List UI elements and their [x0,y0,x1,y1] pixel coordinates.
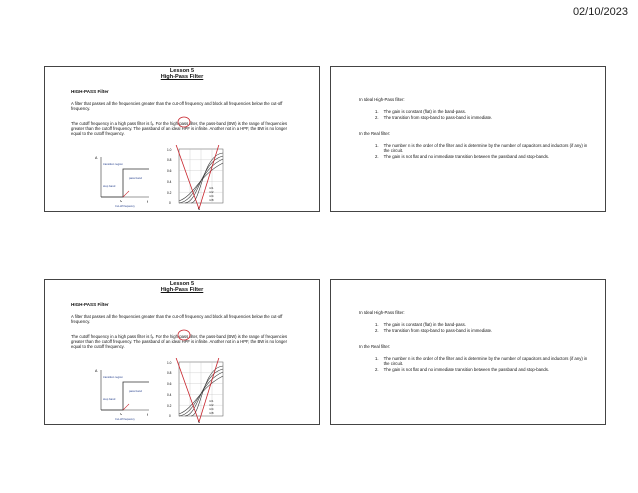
ideal-heading: In Ideal High-Pass filter: [359,310,405,315]
stop-band-label: stop band [103,184,116,188]
tick-5: 0.2 [167,191,172,195]
tick-3: 0.6 [167,382,172,386]
pass-band-label: pass band [129,176,142,180]
tick-3: 0.6 [167,169,172,173]
fc-graph-label: fₑ [198,420,201,424]
title-line-2: High-Pass Filter [160,287,204,294]
definition-paragraph: A filter that passes all the frequencies greater than the cut-off frequency and block all frequencies below the cut-off frequency. [71,101,283,112]
curve-label-4: n=8 [209,199,214,202]
fc-label: fₑ [120,199,122,203]
list-item: 2. The transition from stop-band to pass-band is immediate. [375,327,493,333]
list-item: 1. The number n is the order of the filter and is determine by the number of capacitors and inductors (if any) in the circuit. [375,356,588,367]
fc-label: fₑ [120,412,122,416]
curve-label-3: n=4 [209,408,214,411]
cutoff-label: Cut-off frequency [115,205,135,208]
red-annotation-circle [45,280,320,425]
tick-2: 0.8 [167,158,172,162]
slide-lesson-1 [44,66,320,212]
cutoff-paragraph: The cutoff frequency in a high pass filter is fₑ. For the high-pass filter, the pass-band (BW) is the range of frequencies greater than the cutoff frequency. The passband of an ideal HPF is infinite. Another not in a HPF, the BW is no longer equal to the cutoff frequency. [71,121,288,137]
fc-graph-label: fₑ [198,207,201,211]
list-item: 2. The gain is not flat and no immediate transition between the passband and stop-bands. [375,367,550,373]
axis-f-label: f [147,200,148,204]
real-heading: In the Real filter: [359,131,391,136]
curve-label-1: n=1 [209,400,214,403]
tick-2: 0.8 [167,371,172,375]
stop-band-label: stop band [103,397,116,401]
slide-notes-1 [330,66,606,212]
list-item: 1. The number n is the order of the filter and is determine by the number of capacitors and inductors (if any) in the circuit. [375,143,588,154]
ideal-list [375,109,595,121]
red-annotation-circle [45,67,320,212]
title-line-2: High-Pass Filter [160,74,204,81]
list-item: 1. The gain is constant (flat) in the band-pass. [375,109,466,114]
list-item: 2. The transition from stop-band to pass-band is immediate. [375,114,493,120]
list-item: 1. The gain is constant (flat) in the band-pass. [375,322,466,327]
list-item: 2. The gain is not flat and no immediate transition between the passband and stop-bands. [375,154,550,160]
ideal-list [375,322,595,334]
curve-label-2: n=2 [209,191,214,194]
tick-6: 0 [169,414,171,418]
curve-label-3: n=4 [209,195,214,198]
real-list [375,356,593,373]
cutoff-label: Cut-off frequency [115,418,135,421]
page-date: 02/10/2023 [572,6,628,18]
section-heading: HIGH-PASS Filter [71,89,109,94]
tick-4: 0.4 [167,393,172,397]
pass-band-label: pass band [129,389,142,393]
slide-notes-2 [330,279,606,425]
axis-a-label: A [95,156,98,160]
title-line-1: Lesson 5 [169,68,195,74]
real-heading: In the Real filter: [359,344,391,349]
tick-1: 1.0 [167,361,172,365]
transition-label: transition region [103,162,123,166]
tick-1: 1.0 [167,148,172,152]
curve-label-1: n=1 [209,187,214,190]
section-heading: HIGH-PASS Filter [71,302,109,307]
tick-5: 0.2 [167,404,172,408]
definition-paragraph: A filter that passes all the frequencies greater than the cut-off frequency and block all frequencies below the cut-off frequency. [71,314,283,325]
axis-f-label: f [147,413,148,417]
real-list [375,143,593,160]
transition-label: transition region [103,375,123,379]
slide-lesson-2 [44,279,320,425]
tick-6: 0 [169,201,171,205]
axis-a-label: A [95,369,98,373]
title-line-1: Lesson 5 [169,281,195,287]
cutoff-paragraph: The cutoff frequency in a high pass filter is fₑ. For the high-pass filter, the pass-band (BW) is the range of frequencies greater than the cutoff frequency. The passband of an ideal HPF is infinite. Another not in a HPF, the BW is no longer equal to the cutoff frequency. [71,334,288,350]
curve-label-2: n=2 [209,404,214,407]
curve-label-4: n=8 [209,412,214,415]
ideal-heading: In Ideal High-Pass filter: [359,97,405,102]
tick-4: 0.4 [167,180,172,184]
